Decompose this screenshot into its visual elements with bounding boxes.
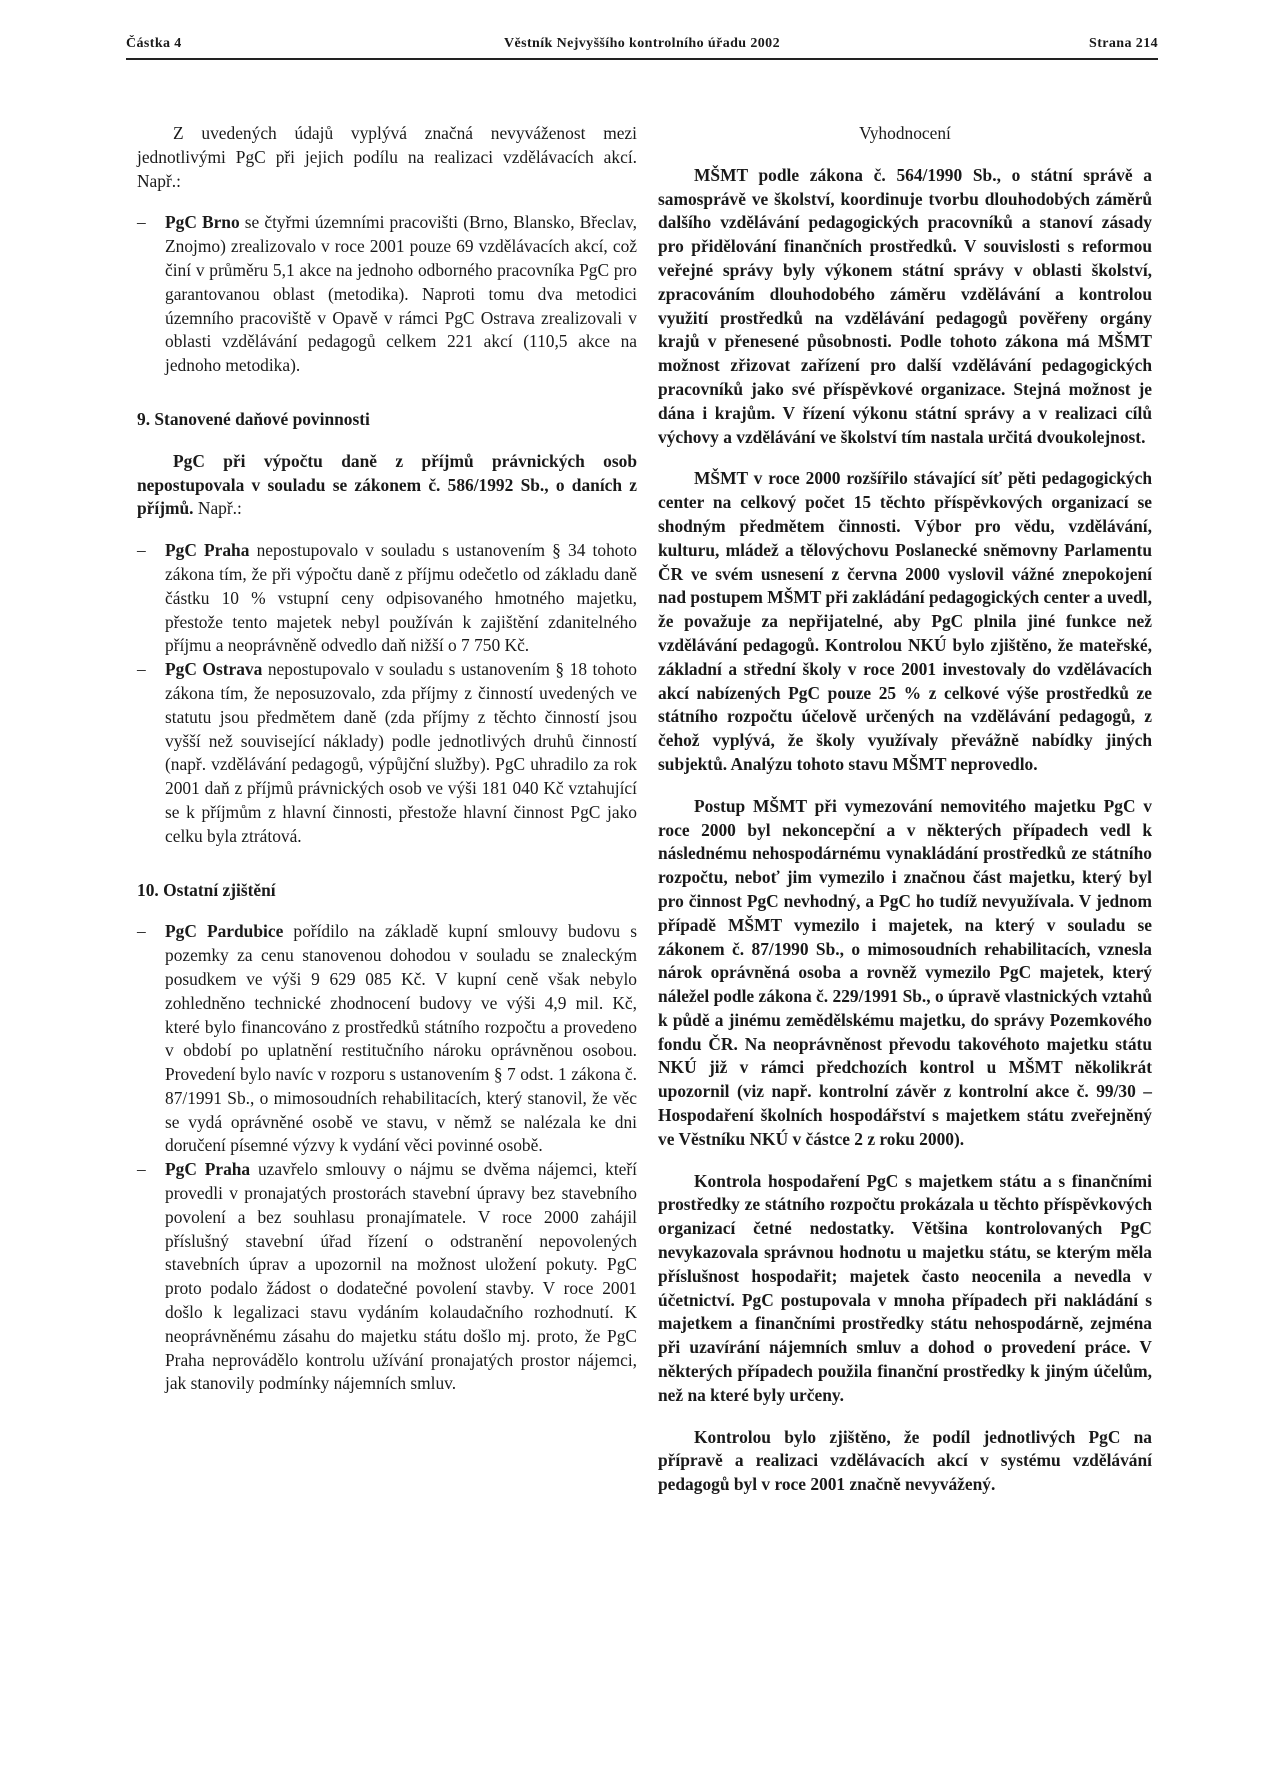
section-10-list [137,920,637,1396]
section-9-intro-bold: PgC při výpočtu daně z příjmů právnických osob nepostupovala v souladu se zákonem č. 586/1992 Sb., o daních z příjmů. [137,450,637,519]
item-text: nepostupovalo v souladu s ustanovením § 18 tohoto zákona tím, že neposuzovalo, zda příjmy z činností uvedených ve statutu jsou předmětem daně (zda příjmy z těchto činností jsou vyšší než související náklady) podle jednotlivých druhů činností (např. vzdělávání pedagogů, výpůjční služby). PgC uhradilo za rok 2001 daň z příjmů právnických osob ve výši 181 040 Kč vztahující se k příjmům z hlavní činnosti, přestože hlavní činnost PgC jako celku byla ztrátová. [165,659,637,846]
item-name: PgC Brno [165,212,240,233]
header-journal-title: Věstník Nejvyššího kontrolního úřadu 2002 [504,36,780,51]
item-text: pořídilo na základě kupní smlouvy budovu s pozemky za cenu stanovenou dohodou v souladu se znaleckým posudkem ve výši 9 629 085 Kč. V kupní ceně však nebylo zohledněno technické zhodnocení budovy ve výši 4,9 mil. Kč, které bylo financováno z prostředků státního rozpočtu a provedeno v období po uplatnění restitučního nároku oprávněnou osobou. Provedení bylo navíc v rozporu s ustanovením § 7 odst. 1 zákona č. 87/1991 Sb., o mimosoudních rehabilitacích, který stanovil, že věc se vydá oprávněné osobě ve stavu, v němž se nalézala ke dni doručení písemné výzvy k vydání věci povinné osobě. [165,921,637,1156]
evaluation-paragraph-3: Postup MŠMT při vymezování nemovitého majetku PgC v roce 2000 byl nekoncepční a v některých případech vedl k následnému nehospodárnému vynakládání prostředků ze státního rozpočtu, neboť jim vymezilo i značnou část majetku, který byl pro činnost PgC nevhodný, a PgC ho tudíž nevyužívala. V jednom případě MŠMT vymezilo i majetek, na který v souladu se zákonem č. 87/1990 Sb., o mimosoudních rehabilitacích, vznesla nárok oprávněná osoba a rovněž vymezilo PgC majetek, který náležel podle zákona č. 229/1991 Sb., o úpravě vlastnických vztahů k půdě a jinému zemědělskému majetku, do správy Pozemkového fondu ČR. Na neoprávněnost převodu takovéhoto majetku státu NKÚ již v rámci předchozích kontrol u MŠMT několikrát upozornil (viz např. kontrolní závěr z kontrolní akce č. 99/30 – Hospodaření školních hospodářství s majetkem státu zveřejněný ve Věstníku NKÚ v částce 2 z roku 2000). [658,795,1152,1149]
page-header [126,30,1158,60]
intro-paragraph: Z uvedených údajů vyplývá značná nevyváženost mezi jednotlivými PgC při jejich podílu na realizaci vzdělávacích akcí. Např.: [137,123,637,191]
evaluation-paragraph-5: Kontrolou bylo zjištěno, že podíl jednotlivých PgC na přípravě a realizaci vzdělávacích akcí v systému vzdělávání pedagogů byl v roce 2001 značně nevyvážený. [658,1426,1152,1495]
item-name: PgC Pardubice [165,921,284,942]
evaluation-paragraph-1: MŠMT podle zákona č. 564/1990 Sb., o státní správě a samosprávě ve školství, koordinuje tvorbu dlouhodobých záměrů dalšího vzdělávání pedagogických pracovníků a stanoví zásady pro přidělování finančních prostředků. V souvislosti s reformou veřejné správy byly výkonem státní správy v oblasti školství, zpracováním dlouhodobého záměru vzdělávání a kontrolou využití prostředků na vzdělávání pedagogů pověřeny orgány krajů v přenesené působnosti. Podle tohoto zákona má MŠMT možnost zřizovat zařízení pro další vzdělávání pedagogických pracovníků jako své příspěvkové organizace. Stejná možnost je dána i krajům. V řízení výkonu státní správy a v realizaci cílů výchovy a vzdělávání ve školství tím nastala určitá dvoukolejnost. [658,164,1152,447]
evaluation-paragraph-2: MŠMT v roce 2000 rozšířilo stávající síť pěti pedagogických center na celkový počet 15 těchto příspěvkových organizací se shodným předmětem činnosti. Výbor pro vědu, vzdělávání, kulturu, mládež a tělovýchovu Poslanecké sněmovny Parlamentu ČR ve svém usnesení z června 2000 vyslovil vážné znepokojení nad postupem MŠMT při zakládání pedagogických center a uvedl, že považuje za nepřijatelné, aby PgC plnila jiné funkce než vzdělávání pedagogů. Kontrolou NKÚ bylo zjištěno, že mateřské, základní a střední školy v roce 2001 investovaly do vzdělávacích akcí nabízených PgC pouze 25 % z celkové výše prostředků ze státního rozpočtu účelově určených na vzdělávání pedagogů, z čehož vyplývá, že školy využívaly převážně nabídky jiných subjektů. Analýzu tohoto stavu MŠMT neprovedlo. [658,468,1152,774]
item-name: PgC Praha [165,1159,251,1180]
list-item [137,658,637,848]
header-issue: Částka 4 [126,36,182,51]
section-9-intro-tail: Např.: [193,498,242,519]
evaluation-title: Vyhodnocení [859,123,951,143]
right-column [658,122,1152,1515]
brno-list [137,211,637,378]
item-text: se čtyřmi územními pracovišti (Brno, Blansko, Břeclav, Znojmo) zrealizovalo v roce 2001 pouze 69 vzdělávacích akcí, což činí v průměru 5,1 akce na jednoho odborného pracovníka PgC pro garantovanou oblast (metodika). Naproti tomu dva metodici územního pracoviště v Opavě v rámci PgC Ostrava zrealizovali v oblasti vzdělávání pedagogů celkem 221 akcí (110,5 akce na jednoho metodika). [165,212,637,376]
item-text: nepostupovalo v souladu s ustanovením § 34 tohoto zákona tím, že při výpočtu daně z příjmu odečetlo od základu daně částku 10 % vstupní ceny odpisovaného hmotného majetku, přestože tento majetek nebyl používán k zajištění zdanitelného příjmu a neoprávněně odvedlo daň nižší o 7 750 Kč. [165,540,637,656]
section-9-list [137,539,637,848]
list-item [137,211,637,378]
left-column [137,122,637,1412]
list-item [137,1158,637,1396]
header-page-number: Strana 214 [1089,36,1158,51]
section-9-title: 9. Stanovené daňové povinnosti [137,408,370,429]
item-name: PgC Ostrava [165,659,263,680]
evaluation-paragraph-4: Kontrola hospodaření PgC s majetkem státu a s finančními prostředky ze státního rozpočtu prokázala u těchto příspěvkových organizací četné nedostatky. Většina kontrolovaných PgC nevykazovala správnou hodnotu u majetku státu, se kterým měla příslušnost hospodařit; majetek často neocenila a nevedla v účetnictví. PgC postupovala v mnoha případech při nakládání s majetkem a finančními prostředky státu nehospodárně, zejména při uzavírání nájemních smluv a dohod o provedení práce. V některých případech použila finanční prostředky k jiným účelům, než na které byly určeny. [658,1170,1152,1405]
section-9-intro [137,450,637,521]
list-item [137,539,637,658]
section-10-title: 10. Ostatní zjištění [137,879,276,900]
item-name: PgC Praha [165,540,250,561]
item-text: uzavřelo smlouvy o nájmu se dvěma nájemci, kteří provedli v pronajatých prostorách stavební úpravy bez stavebního povolení a bez souhlasu pronajímatele. V roce 2000 zahájil příslušný stavební úřad řízení o odstranění nepovolených stavebních úprav a upozornil na možnost uložení pokuty. PgC proto podalo žádost o dodatečné povolení stavby. V roce 2001 došlo k legalizaci stavu vydáním kolaudačního rozhodnutí. K neoprávněnému zásahu do majetku státu došlo mj. proto, že PgC Praha neprovádělo kontrolu užívání pronajatých prostor nájemci, jak stanovily podmínky nájemních smluv. [165,1159,637,1394]
list-item [137,920,637,1158]
